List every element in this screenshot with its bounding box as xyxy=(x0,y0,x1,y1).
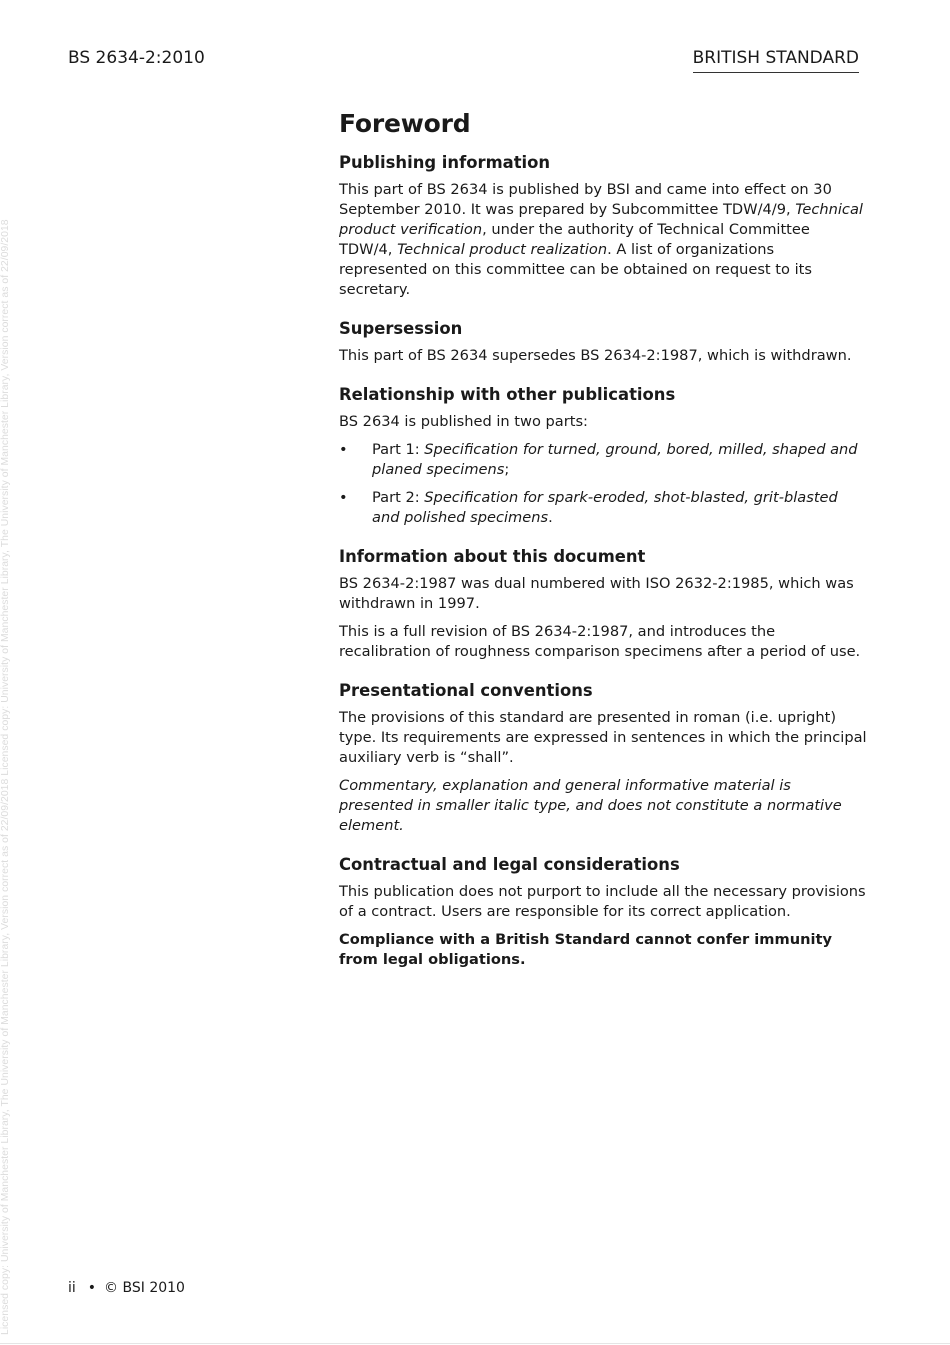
information-paragraph-2: This is a full revision of BS 2634-2:1987, and introduces the recalibration of roughness comparison specimens after a period of use. xyxy=(339,623,861,660)
relationship-paragraph: BS 2634 is published in two parts: xyxy=(339,413,588,430)
section-heading: Presentational conventions xyxy=(339,681,593,700)
contractual-paragraph: This publication does not purport to include all the necessary provisions of a contract. Users are responsible for its correct application. xyxy=(339,883,866,920)
publishing-paragraph: This part of BS 2634 is published by BSI and came into effect on 30 September 2010. It was prepared by Subcommittee TDW/4/9, Technical product verification, under the authority of Technical Committee TDW/4, Technical product realization. A list of organizations represented on this committee can be obtained on request to its secretary. xyxy=(339,181,863,298)
section-relationship xyxy=(339,384,867,528)
copyright-notice: © BSI 2010 xyxy=(104,1280,185,1296)
section-heading: Publishing information xyxy=(339,153,551,172)
document-number: BS 2634-2:2010 xyxy=(68,48,205,68)
presentational-paragraph-1: The provisions of this standard are presented in roman (i.e. upright) type. Its requirements are expressed in sentences in which the principal auxiliary verb is “shall”. xyxy=(339,709,867,766)
page-bottom-divider xyxy=(0,1343,950,1344)
section-heading: Contractual and legal considerations xyxy=(339,855,680,874)
information-paragraph-1: BS 2634-2:1987 was dual numbered with ISO 2632-2:1985, which was withdrawn in 1997. xyxy=(339,575,854,612)
section-heading: Information about this document xyxy=(339,547,646,566)
license-watermark: Licensed copy: University of Manchester Library, The University of Manchester Library, Version correct as of 22/09/2018 Licensed copy: University of Manchester Library, The University of Manchester Library, Version correct as of 22/09/2018 xyxy=(0,219,11,1335)
compliance-statement: Compliance with a British Standard cannot confer immunity from legal obligations. xyxy=(339,931,832,968)
section-heading: Supersession xyxy=(339,319,463,338)
standard-label: BRITISH STANDARD xyxy=(693,48,859,73)
section-presentational xyxy=(339,680,867,836)
page-title: Foreword xyxy=(339,109,471,138)
bullet-icon: • xyxy=(339,489,348,506)
page-footer xyxy=(68,1280,185,1296)
section-information xyxy=(339,546,867,662)
separator-bullet: • xyxy=(87,1280,97,1296)
section-supersession xyxy=(339,318,867,366)
list-item: • Part 2: Specification for spark-eroded, shot-blasted, grit-blasted and polished specimens. xyxy=(339,489,838,526)
bullet-icon: • xyxy=(339,441,348,458)
parts-list xyxy=(339,440,867,528)
presentational-paragraph-2: Commentary, explanation and general informative material is presented in smaller italic type, and does not constitute a normative element. xyxy=(339,777,842,834)
page-number: ii xyxy=(68,1280,76,1296)
section-contractual xyxy=(339,854,867,970)
foreword-content xyxy=(339,108,867,988)
section-heading: Relationship with other publications xyxy=(339,385,676,404)
section-publishing-information xyxy=(339,152,867,300)
list-item: • Part 1: Specification for turned, ground, bored, milled, shaped and planed specimens; xyxy=(339,441,858,478)
supersession-paragraph: This part of BS 2634 supersedes BS 2634-2:1987, which is withdrawn. xyxy=(339,347,852,364)
